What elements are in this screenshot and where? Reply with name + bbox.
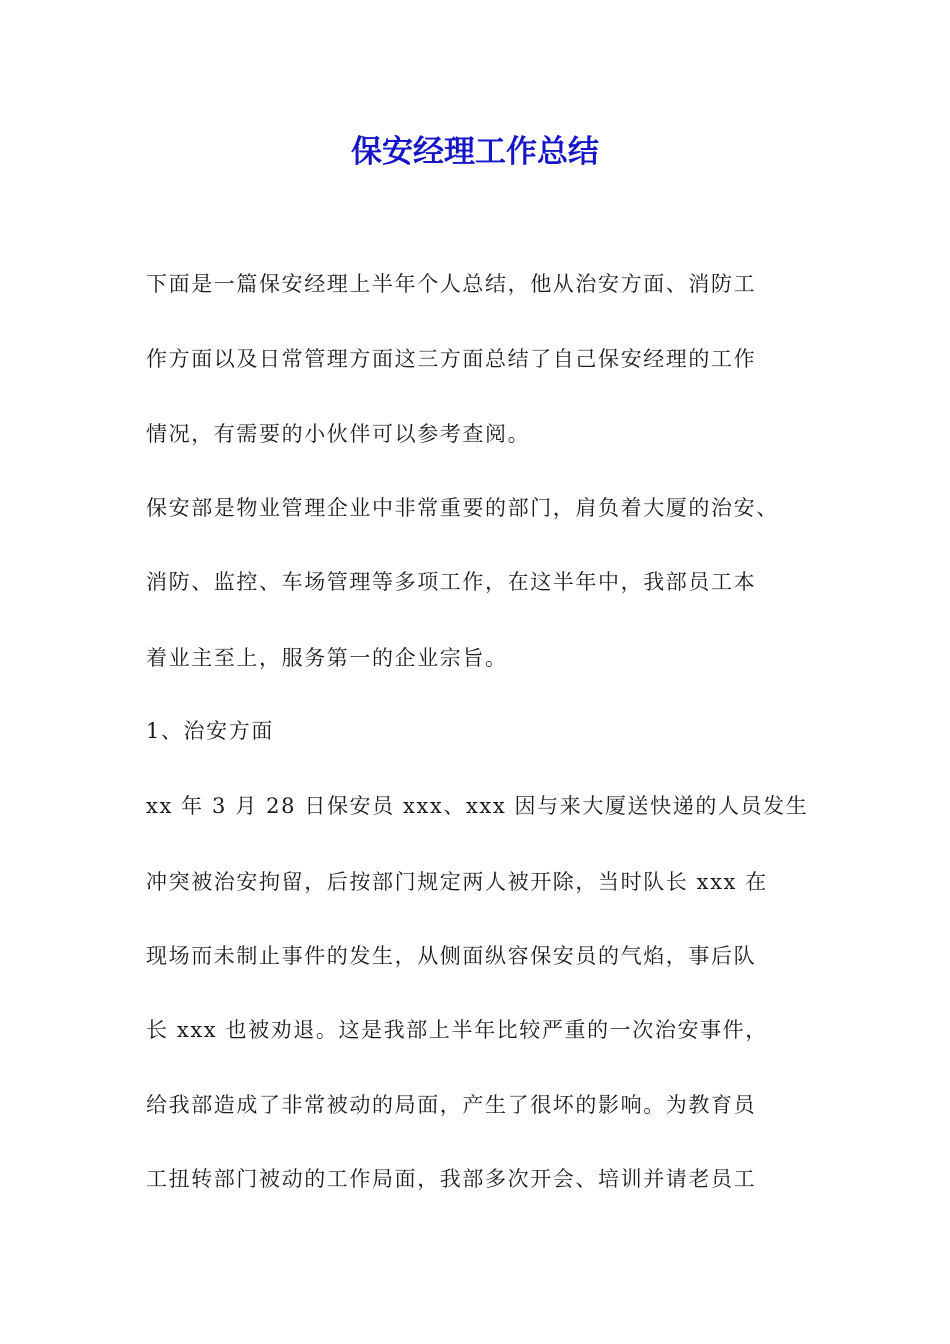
text-line-5: 消防、监控、车场管理等多项工作，在这半年中，我部员工本 [146, 570, 757, 594]
text-line-6: 着业主至上，服务第一的企业宗旨。 [146, 646, 508, 670]
text-line-8: xx 年 3 月 28 日保安员 xxx、xxx 因与来大厦送快递的人员发生 [146, 794, 809, 818]
text-line-4: 保安部是物业管理企业中非常重要的部门，肩负着大厦的治安、 [146, 496, 779, 520]
text-line-3: 情况，有需要的小伙伴可以参考查阅。 [146, 422, 531, 446]
document-title: 保安经理工作总结 [351, 134, 599, 170]
text-line-9: 冲突被治安拘留，后按部门规定两人被开除，当时队长 xxx 在 [146, 870, 768, 894]
text-line-11: 长 xxx 也被劝退。这是我部上半年比较严重的一次治安事件， [146, 1018, 768, 1042]
text-line-2: 作方面以及日常管理方面这三方面总结了自己保安经理的工作 [146, 347, 757, 371]
text-line-1: 下面是一篇保安经理上半年个人总结，他从治安方面、消防工 [146, 272, 757, 296]
text-line-10: 现场而未制止事件的发生，从侧面纵容保安员的气焰，事后队 [146, 944, 757, 968]
text-line-13: 工扭转部门被动的工作局面，我部多次开会、培训并请老员工 [146, 1167, 757, 1191]
text-line-12: 给我部造成了非常被动的局面，产生了很坏的影响。为教育员 [146, 1093, 757, 1117]
section-heading: 1、治安方面 [146, 719, 274, 743]
